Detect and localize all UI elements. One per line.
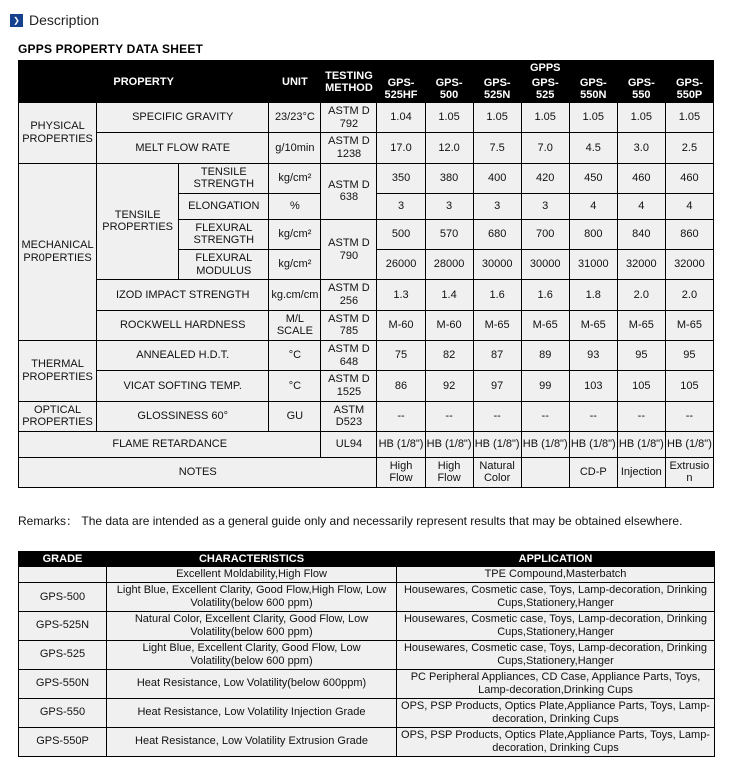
value-cell: 103 xyxy=(569,371,617,401)
value-cell: 3 xyxy=(521,193,569,219)
table-row xyxy=(19,103,714,133)
table-row xyxy=(19,163,714,193)
application-cell: Housewares, Cosmetic case, Toys, Lamp-decoration, Drinking Cups,Stationery,Hanger xyxy=(397,640,715,669)
method-cell: ASTM D 648 xyxy=(321,340,377,370)
table-row xyxy=(19,431,714,457)
value-cell: 3.0 xyxy=(617,133,665,163)
table-row xyxy=(19,669,715,698)
value-cell: M-65 xyxy=(617,310,665,340)
value-cell: 86 xyxy=(377,371,425,401)
grade-table-header-row xyxy=(19,552,715,567)
grade-cell: GPS-550 xyxy=(19,698,107,727)
value-cell: HB (1/8") xyxy=(473,431,521,457)
value-cell: 1.05 xyxy=(569,103,617,133)
section-title: Description xyxy=(29,12,100,28)
value-cell: M-65 xyxy=(665,310,713,340)
method-cell: ASTM D 1525 xyxy=(321,371,377,401)
group-optical-properties: OPTICAL PROPERTIES xyxy=(19,401,97,431)
value-cell: Injection xyxy=(617,457,665,487)
row-label: FLAME RETARDANCE xyxy=(19,431,321,457)
value-cell: 1.8 xyxy=(569,280,617,310)
value-cell: 28000 xyxy=(425,250,473,280)
value-cell: 105 xyxy=(665,371,713,401)
row-label: ANNEALED H.D.T. xyxy=(97,340,269,370)
header-property: PROPERTY xyxy=(19,61,269,103)
header-col-gps-525n: GPS-525N xyxy=(473,76,521,103)
value-cell: 1.05 xyxy=(617,103,665,133)
value-cell: 99 xyxy=(521,371,569,401)
value-cell: 1.05 xyxy=(473,103,521,133)
value-cell: 2.5 xyxy=(665,133,713,163)
value-cell: 89 xyxy=(521,340,569,370)
unit-cell: kg/cm² xyxy=(269,219,321,249)
value-cell: 1.04 xyxy=(377,103,425,133)
value-cell: HB (1/8") xyxy=(665,431,713,457)
value-cell: 87 xyxy=(473,340,521,370)
header-grade: GRADE xyxy=(19,552,107,567)
value-cell: 450 xyxy=(569,163,617,193)
value-cell: 12.0 xyxy=(425,133,473,163)
grade-cell: GPS-500 xyxy=(19,583,107,612)
value-cell: 3 xyxy=(473,193,521,219)
value-cell: 105 xyxy=(617,371,665,401)
unit-cell: g/10min xyxy=(269,133,321,163)
value-cell: 3 xyxy=(377,193,425,219)
value-cell: Natural Color xyxy=(473,457,521,487)
value-cell: HB (1/8") xyxy=(617,431,665,457)
grade-cell: GPS-525N xyxy=(19,612,107,641)
value-cell: -- xyxy=(425,401,473,431)
header-col-gps-525hf: GPS-525HF xyxy=(377,76,425,103)
value-cell: 700 xyxy=(521,219,569,249)
unit-cell: kg.cm/cm xyxy=(269,280,321,310)
value-cell: 500 xyxy=(377,219,425,249)
method-cell: ASTM D523 xyxy=(321,401,377,431)
grade-cell: GPS-550P xyxy=(19,727,107,756)
grade-cell xyxy=(19,567,107,583)
application-cell: OPS, PSP Products, Optics Plate,Appliance Parts, Toys, Lamp-decoration, Drinking Cups xyxy=(397,727,715,756)
header-col-gps-550n: GPS-550N xyxy=(569,76,617,103)
row-label: FLEXURAL STRENGTH xyxy=(179,219,269,249)
group-tensile-properties: TENSILE PROPERTIES xyxy=(97,163,179,280)
row-label: GLOSSINESS 60° xyxy=(97,401,269,431)
application-cell: TPE Compound,Masterbatch xyxy=(397,567,715,583)
method-cell: ASTM D 785 xyxy=(321,310,377,340)
value-cell: 1.6 xyxy=(473,280,521,310)
value-cell: HB (1/8") xyxy=(569,431,617,457)
value-cell: 860 xyxy=(665,219,713,249)
table-row xyxy=(19,133,714,163)
table-row xyxy=(19,640,715,669)
description-bullet-icon: ❯ xyxy=(10,14,23,27)
group-physical-properties: PHYSICAL PROPERTIES xyxy=(19,103,97,164)
characteristics-cell: Light Blue, Excellent Clarity, Good Flow, Low Volatility(below 600 ppm) xyxy=(107,640,397,669)
method-cell: ASTM D 792 xyxy=(321,103,377,133)
value-cell: 95 xyxy=(617,340,665,370)
characteristics-cell: Heat Resistance, Low Volatility Injection Grade xyxy=(107,698,397,727)
value-cell: 420 xyxy=(521,163,569,193)
row-label: NOTES xyxy=(19,457,377,487)
value-cell: HB (1/8") xyxy=(521,431,569,457)
header-application: APPLICATION xyxy=(397,552,715,567)
header-testing-method: TESTING METHOD xyxy=(321,61,377,103)
value-cell: Extrusion xyxy=(665,457,713,487)
value-cell: CD-P xyxy=(569,457,617,487)
value-cell: 1.4 xyxy=(425,280,473,310)
unit-cell: M/L SCALE xyxy=(269,310,321,340)
property-table xyxy=(18,60,714,488)
row-label: SPECIFIC GRAVITY xyxy=(97,103,269,133)
value-cell: 31000 xyxy=(569,250,617,280)
value-cell: 95 xyxy=(665,340,713,370)
value-cell: 1.6 xyxy=(521,280,569,310)
value-cell: 460 xyxy=(617,163,665,193)
header-gpps-group: GPPS xyxy=(377,61,714,76)
method-cell: ASTM D 638 xyxy=(321,163,377,219)
value-cell: High Flow xyxy=(377,457,425,487)
unit-cell: 23/23°C xyxy=(269,103,321,133)
value-cell: 4 xyxy=(665,193,713,219)
value-cell: 2.0 xyxy=(665,280,713,310)
value-cell: 7.0 xyxy=(521,133,569,163)
value-cell: 2.0 xyxy=(617,280,665,310)
table-row xyxy=(19,401,714,431)
header-col-gps-550: GPS-550 xyxy=(617,76,665,103)
grade-cell: GPS-550N xyxy=(19,669,107,698)
unit-cell: % xyxy=(269,193,321,219)
row-label: IZOD IMPACT STRENGTH xyxy=(97,280,269,310)
characteristics-cell: Heat Resistance, Low Volatility(below 600ppm) xyxy=(107,669,397,698)
value-cell: M-65 xyxy=(569,310,617,340)
value-cell: 75 xyxy=(377,340,425,370)
table-row xyxy=(19,727,715,756)
table-row xyxy=(19,698,715,727)
value-cell: 4 xyxy=(569,193,617,219)
header-col-gps-550p: GPS-550P xyxy=(665,76,713,103)
value-cell: 800 xyxy=(569,219,617,249)
value-cell: 380 xyxy=(425,163,473,193)
value-cell: 26000 xyxy=(377,250,425,280)
value-cell: -- xyxy=(617,401,665,431)
characteristics-cell: Excellent Moldability,High Flow xyxy=(107,567,397,583)
value-cell: High Flow xyxy=(425,457,473,487)
value-cell: -- xyxy=(377,401,425,431)
application-cell: PC Peripheral Appliances, CD Case, Appliance Parts, Toys, Lamp-decoration,Drinking Cups xyxy=(397,669,715,698)
value-cell: 7.5 xyxy=(473,133,521,163)
value-cell: 350 xyxy=(377,163,425,193)
value-cell: 4.5 xyxy=(569,133,617,163)
table-row xyxy=(19,310,714,340)
value-cell: HB (1/8") xyxy=(425,431,473,457)
section-header xyxy=(10,12,723,28)
remarks-text: The data are intended as a general guide only and necessarily represent results that may be obtained elsewhere. xyxy=(81,514,683,529)
value-cell: 840 xyxy=(617,219,665,249)
value-cell: 570 xyxy=(425,219,473,249)
value-cell: 460 xyxy=(665,163,713,193)
row-label: ROCKWELL HARDNESS xyxy=(97,310,269,340)
value-cell: -- xyxy=(569,401,617,431)
remarks-label: Remarks： xyxy=(18,514,79,529)
unit-cell: GU xyxy=(269,401,321,431)
table-row xyxy=(19,612,715,641)
value-cell: 400 xyxy=(473,163,521,193)
group-thermal-properties: THERMAL PROPERTIES xyxy=(19,340,97,401)
value-cell: 4 xyxy=(617,193,665,219)
value-cell: 93 xyxy=(569,340,617,370)
value-cell: -- xyxy=(473,401,521,431)
characteristics-cell: Heat Resistance, Low Volatility Extrusion Grade xyxy=(107,727,397,756)
method-cell: ASTM D 256 xyxy=(321,280,377,310)
value-cell: 1.05 xyxy=(425,103,473,133)
value-cell: 97 xyxy=(473,371,521,401)
table-row xyxy=(19,583,715,612)
header-col-gps-525: GPS-525 xyxy=(521,76,569,103)
value-cell: 32000 xyxy=(617,250,665,280)
value-cell: 680 xyxy=(473,219,521,249)
row-label: FLEXURAL MODULUS xyxy=(179,250,269,280)
grade-table xyxy=(18,551,715,757)
table-row xyxy=(19,280,714,310)
value-cell: 30000 xyxy=(473,250,521,280)
header-col-gps-500: GPS-500 xyxy=(425,76,473,103)
table-row xyxy=(19,340,714,370)
application-cell: OPS, PSP Products, Optics Plate,Appliance Parts, Toys, Lamp-decoration, Drinking Cups xyxy=(397,698,715,727)
value-cell: 32000 xyxy=(665,250,713,280)
sheet-title: GPPS PROPERTY DATA SHEET xyxy=(18,42,204,56)
method-cell: UL94 xyxy=(321,431,377,457)
value-cell: -- xyxy=(665,401,713,431)
application-cell: Housewares, Cosmetic case, Toys, Lamp-decoration, Drinking Cups,Stationery,Hanger xyxy=(397,583,715,612)
table-row xyxy=(19,457,714,487)
characteristics-cell: Light Blue, Excellent Clarity, Good Flow,High Flow, Low Volatility(below 600 ppm) xyxy=(107,583,397,612)
value-cell: M-65 xyxy=(521,310,569,340)
table-row xyxy=(19,567,715,583)
value-cell: 82 xyxy=(425,340,473,370)
value-cell: 1.05 xyxy=(665,103,713,133)
row-label: TENSILE STRENGTH xyxy=(179,163,269,193)
value-cell xyxy=(521,457,569,487)
unit-cell: °C xyxy=(269,340,321,370)
application-cell: Housewares, Cosmetic case, Toys, Lamp-decoration, Drinking Cups,Stationery,Hanger xyxy=(397,612,715,641)
value-cell: M-65 xyxy=(473,310,521,340)
value-cell: M-60 xyxy=(425,310,473,340)
header-characteristics: CHARACTERISTICS xyxy=(107,552,397,567)
method-cell: ASTM D 1238 xyxy=(321,133,377,163)
row-label: MELT FLOW RATE xyxy=(97,133,269,163)
value-cell: -- xyxy=(521,401,569,431)
value-cell: 92 xyxy=(425,371,473,401)
row-label: VICAT SOFTING TEMP. xyxy=(97,371,269,401)
value-cell: 30000 xyxy=(521,250,569,280)
value-cell: 1.3 xyxy=(377,280,425,310)
value-cell: HB (1/8") xyxy=(377,431,425,457)
value-cell: 1.05 xyxy=(521,103,569,133)
method-cell: ASTM D 790 xyxy=(321,219,377,280)
header-unit: UNIT xyxy=(269,61,321,103)
value-cell: 3 xyxy=(425,193,473,219)
value-cell: 17.0 xyxy=(377,133,425,163)
unit-cell: kg/cm² xyxy=(269,250,321,280)
characteristics-cell: Natural Color, Excellent Clarity, Good Flow, Low Volatility(below 600 ppm) xyxy=(107,612,397,641)
table-row xyxy=(19,371,714,401)
unit-cell: kg/cm² xyxy=(269,163,321,193)
table-header-row xyxy=(19,61,714,76)
grade-cell: GPS-525 xyxy=(19,640,107,669)
unit-cell: °C xyxy=(269,371,321,401)
remarks xyxy=(18,512,723,529)
row-label: ELONGATION xyxy=(179,193,269,219)
group-mechanical-properties: MECHANICAL PR0PERTIES xyxy=(19,163,97,340)
value-cell: M-60 xyxy=(377,310,425,340)
